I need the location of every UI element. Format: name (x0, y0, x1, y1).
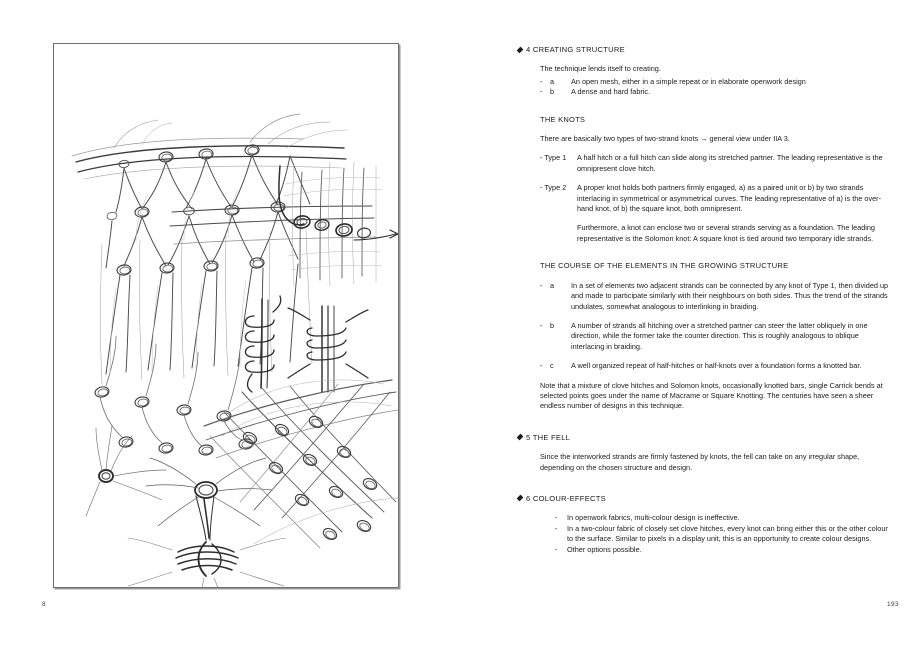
item-text: A dense and hard fabric. (571, 87, 651, 97)
list-item (540, 361, 892, 371)
item-text: An open mesh, either in a simple repeat or in elaborate openwork design (571, 76, 806, 86)
item-text: In openwork fabrics, multi-colour design is ineffective. (567, 513, 740, 523)
item-text: In a two-colour fabric of closely set clove hitches, every knot can bring either this or the other colour to the surface. Similar to pixels in a display unit, this is an opportunity to create colour designs. (567, 523, 888, 544)
paragraph-the-fell: Since the interworked strands are firmly fastened by knots, the fell can take on any irregular shape, depending on the chosen structure and design. (540, 452, 860, 472)
spacer (518, 98, 908, 115)
section-course-of-elements (518, 261, 908, 411)
subheading-the-knots: THE KNOTS (540, 114, 586, 124)
paragraph-technique-intro: The technique lends itself to creating. (540, 64, 661, 74)
list-item (540, 321, 892, 352)
type-tag: - Type 1 (540, 153, 567, 163)
type-text: A half hitch or a full hitch can slide along its stretched partner. The leading representative is the omnipresent clove hitch. (577, 153, 883, 173)
type-text: A proper knot holds both partners firmly engaged, a) as a paired unit or b) by two strands interlacing in symmetrical or asymmetrical curves. The leading representative of a) is the over-hand knot, of b) the square knot, both omnipresent. (577, 183, 882, 214)
paragraph-knot-types-intro: There are basically two types of two-strand knots → general view under IIA 3. (540, 134, 790, 144)
diamond-bullet-icon (517, 46, 524, 53)
list-item (555, 545, 895, 555)
item-tag: a (550, 76, 555, 86)
section-creating-structure (518, 45, 908, 98)
item-tag: a (550, 280, 555, 290)
paragraph-solomon-knot-note: Furthermore, a knot can enclose two or several strands serving as a foundation. The leading representative is the Solomon knot: A square knot is tied around two temporary idle strands. (577, 223, 875, 243)
left-page (0, 0, 461, 648)
section-the-knots (518, 115, 908, 245)
list-item (540, 281, 892, 312)
text-column (518, 45, 908, 555)
item-text: A number of strands all hitching over a stretched partner can steer the latter obliquely in one direction, while the former take the counter direction. This is roughly analogous to oblique interlacing in braiding. (571, 320, 868, 351)
list-item (540, 87, 892, 97)
illustration-plate (53, 43, 399, 588)
type-row-2 (540, 183, 896, 214)
knot-sketch-illustration (54, 44, 398, 587)
type-row-1 (540, 153, 896, 174)
item-text: A well organized repeat of half-hitches or half-knots over a foundation forms a knotted bar. (571, 361, 862, 371)
diamond-bullet-icon (517, 495, 524, 502)
type-tag: - Type 2 (540, 183, 567, 193)
heading-the-fell-label: 5 THE FELL (526, 432, 571, 442)
subheading-course-of-elements: THE COURSE OF THE ELEMENTS IN THE GROWING STRUCTURE (540, 261, 789, 271)
heading-colour-effects (518, 494, 908, 504)
heading-creating-structure (518, 45, 908, 55)
section-colour-effects (518, 494, 908, 555)
dash-mark: - (540, 361, 543, 371)
diamond-bullet-icon (517, 434, 524, 441)
heading-the-fell (518, 433, 908, 443)
section-the-fell (518, 433, 908, 473)
spacer (518, 253, 908, 261)
dash-mark: - (540, 280, 543, 290)
item-tag: b (550, 87, 555, 97)
list-item (555, 524, 895, 545)
dash-mark: - (540, 87, 543, 97)
item-text: In a set of elements two adjacent strands can be connected by any knot of Type 1, then divided up and made to participate similarly with their neighbours on both sides. Thus the trend of the strands undulates, somewhat analogous to interlinking in braiding. (571, 280, 889, 311)
spacer (518, 421, 908, 433)
spacer (518, 482, 908, 494)
item-tag: c (550, 361, 554, 371)
list-item (540, 77, 892, 87)
list-item (555, 513, 895, 523)
item-text: Other options possible. (567, 544, 642, 554)
folio-left: 8 (42, 601, 47, 608)
folio-right: 193 (886, 601, 899, 608)
paragraph-macrame-note: Note that a mixture of clove hitches and Solomon knots, occasionally knotted bars, single Carrick bends at selected points goes under the name of Macrame or Square Knotting. The centuries have seen a sheer endless number of designs in this technique. (540, 380, 883, 411)
dash-mark: - (555, 513, 558, 523)
dash-mark: - (555, 523, 558, 533)
dash-mark: - (555, 544, 558, 554)
heading-colour-effects-label: 6 COLOUR-EFFECTS (526, 493, 606, 503)
heading-creating-structure-label: 4 CREATING STRUCTURE (526, 45, 625, 54)
dash-mark: - (540, 76, 543, 86)
dash-mark: - (540, 320, 543, 330)
right-page (461, 0, 923, 648)
item-tag: b (550, 320, 555, 330)
